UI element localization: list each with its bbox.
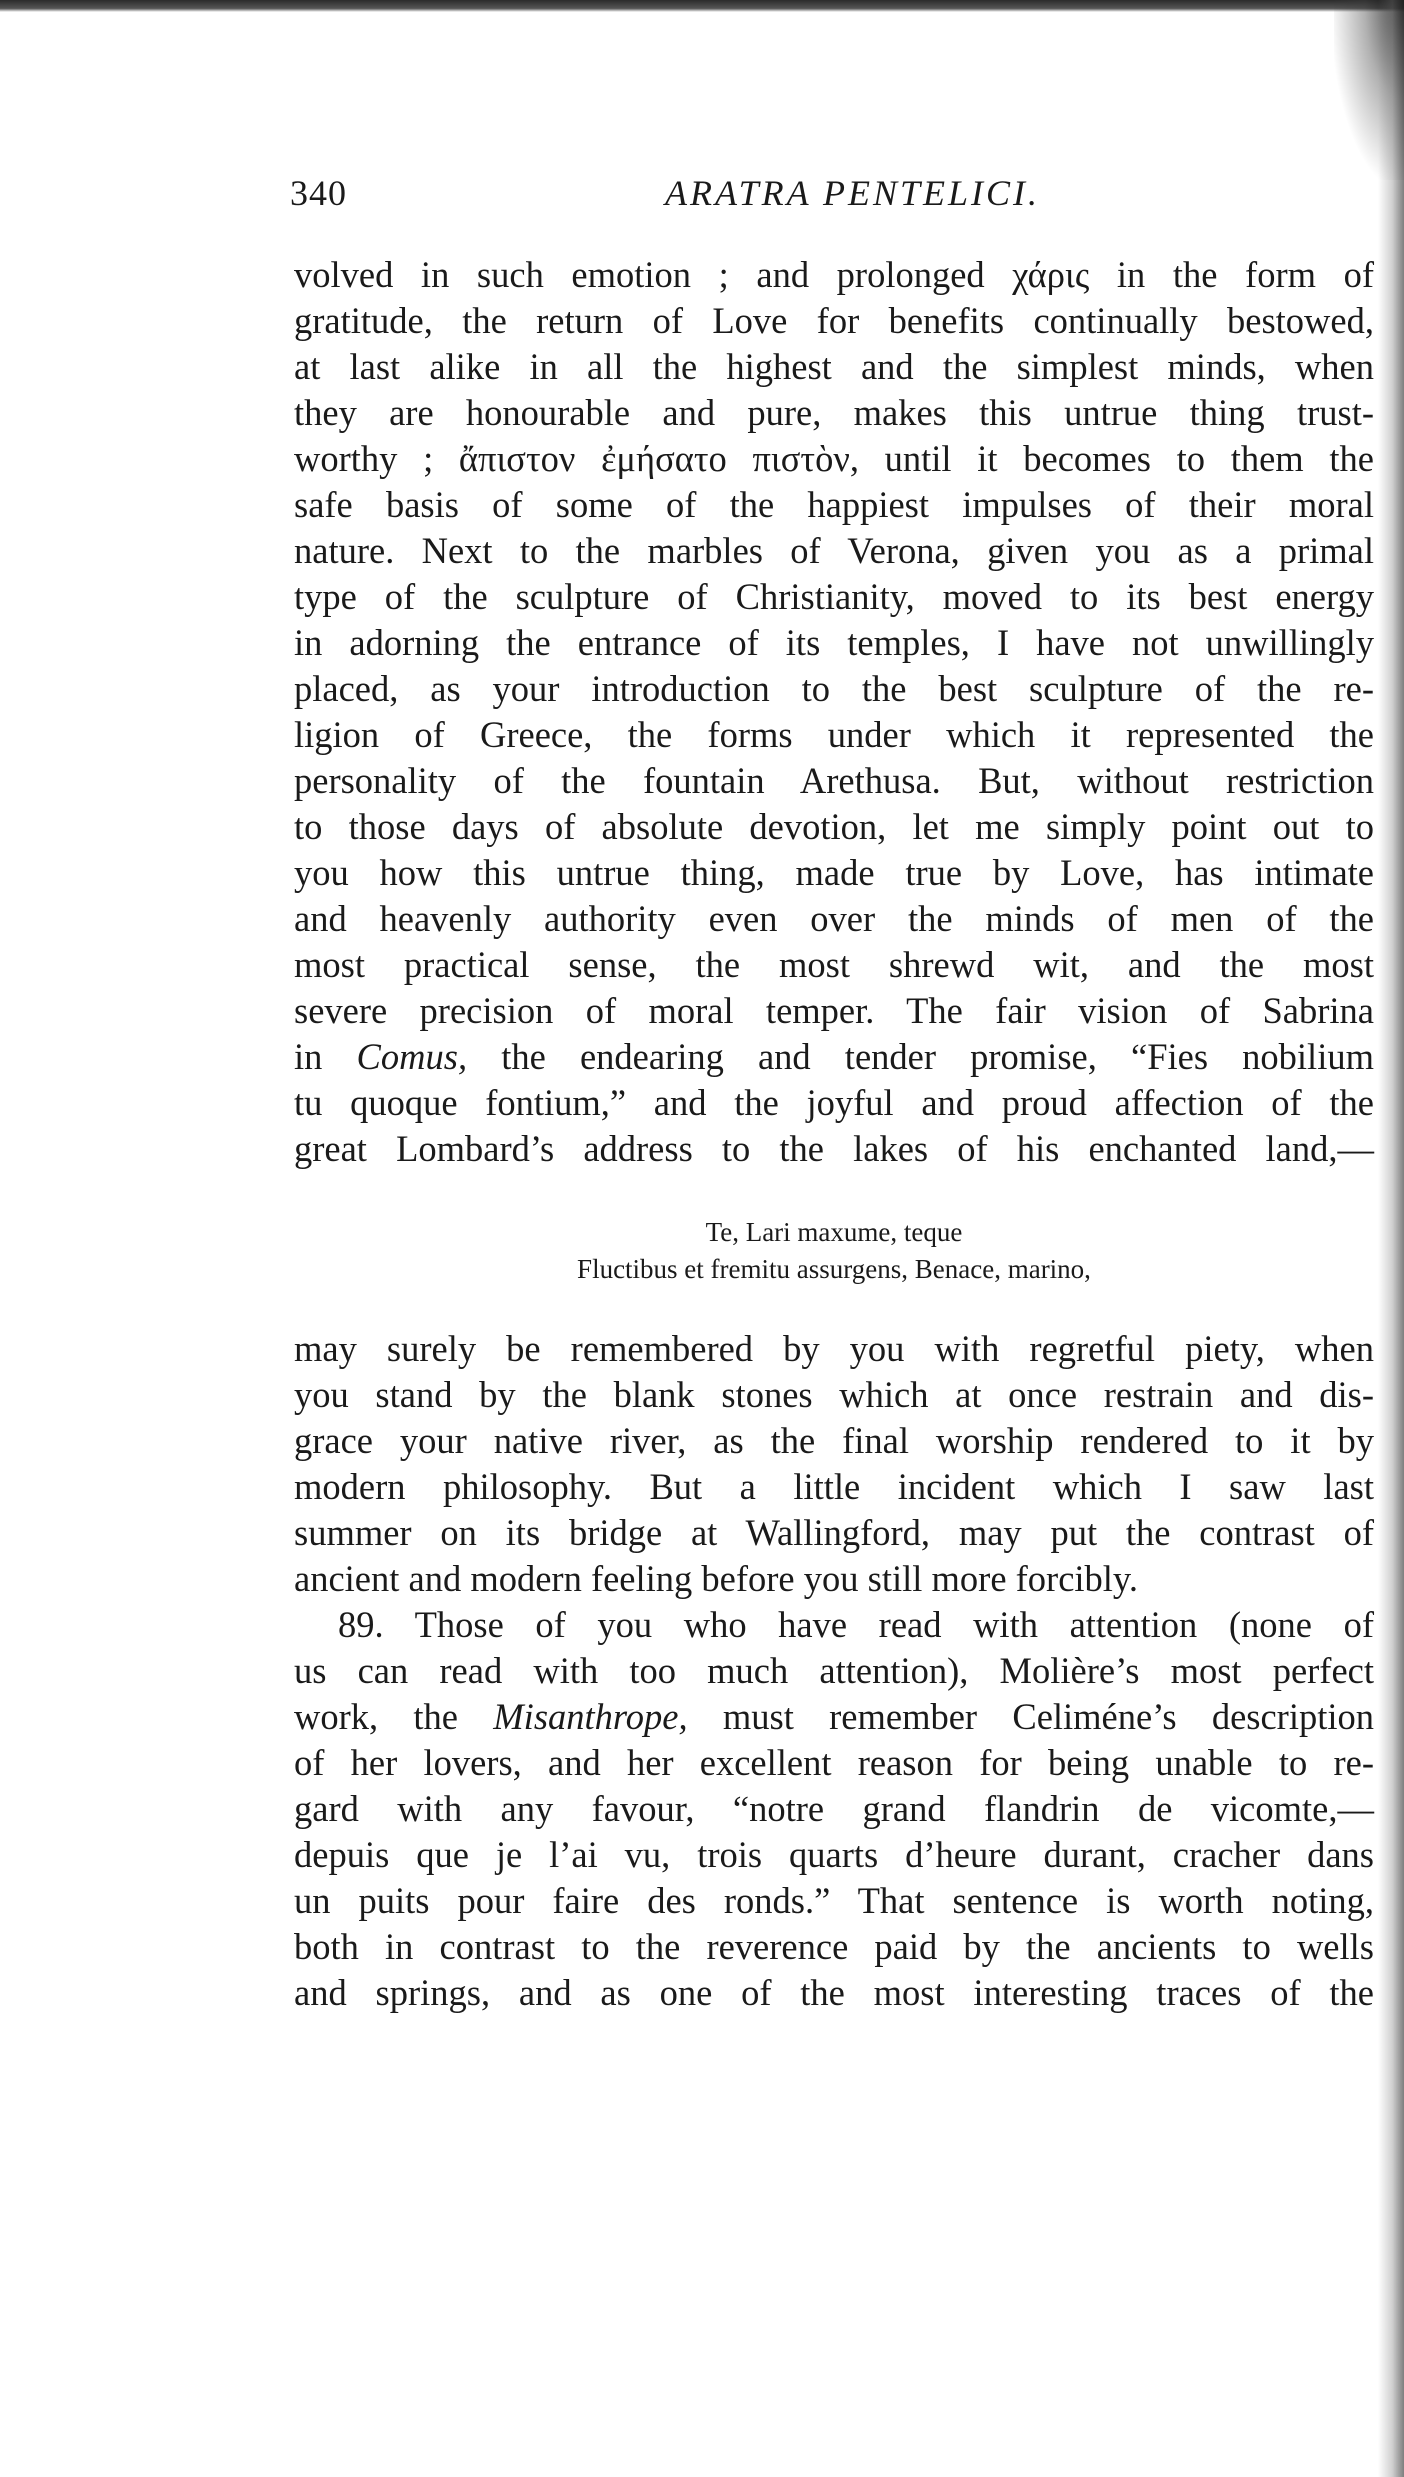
text-line: ligion of Greece, the forms under which it represented the [294, 714, 1374, 755]
page-top-edge [0, 0, 1404, 12]
text-span: work, the [294, 1696, 494, 1737]
page-number: 340 [290, 173, 347, 213]
text-line: worthy ; ἄπιστον ἐμήσατο πιστὸν, until it becomes to them the [294, 438, 1374, 479]
text-line: modern philosophy. But a little incident which I saw last [294, 1466, 1374, 1507]
text-line: us can read with too much attention), Molière’s most perfect [294, 1650, 1374, 1691]
text-line: and springs, and as one of the most interesting traces of the [294, 1972, 1374, 2013]
running-head [290, 172, 1375, 224]
text-span: in [294, 1036, 357, 1077]
text-line: 89. Those of you who have read with attention (none of [338, 1604, 1374, 1645]
text-line: to those days of absolute devotion, let me simply point out to [294, 806, 1374, 847]
text-line: ancient and modern feeling before you still more forcibly. [294, 1558, 1138, 1599]
text-line: gard with any favour, “notre grand flandrin de vicomte,— [294, 1788, 1374, 1829]
text-line: placed, as your introduction to the best sculpture of the re- [294, 668, 1374, 709]
text-line: volved in such emotion ; and prolonged χάρις in the form of [294, 254, 1374, 295]
text-line [294, 1694, 1374, 1740]
text-line: they are honourable and pure, makes this untrue thing trust- [294, 392, 1374, 433]
text-line: of her lovers, and her excellent reason for being unable to re- [294, 1742, 1374, 1783]
scan-edge-shadow [1378, 0, 1404, 2477]
italic-title-comus: Comus, [356, 1036, 468, 1077]
quote-line: Te, Lari maxume, teque [705, 1217, 963, 1247]
text-line: you stand by the blank stones which at once restrain and dis- [294, 1374, 1374, 1415]
text-line: most practical sense, the most shrewd wit, and the most [294, 944, 1374, 985]
quote-line: Fluctibus et fremitu assurgens, Benace, marino, [577, 1254, 1091, 1284]
text-line: great Lombard’s address to the lakes of his enchanted land,— [294, 1128, 1374, 1169]
text-line: gratitude, the return of Love for benefits continually bestowed, [294, 300, 1374, 341]
text-span: must remember Celiméne’s description [687, 1696, 1375, 1737]
text-line: at last alike in all the highest and the simplest minds, when [294, 346, 1374, 387]
text-line: personality of the fountain Arethusa. But, without restriction [294, 760, 1374, 801]
text-line: grace your native river, as the final worship rendered to it by [294, 1420, 1374, 1461]
text-line: summer on its bridge at Wallingford, may put the contrast of [294, 1512, 1374, 1553]
text-line: tu quoque fontium,” and the joyful and proud affection of the [294, 1082, 1374, 1123]
text-line: you how this untrue thing, made true by Love, has intimate [294, 852, 1374, 893]
text-line [294, 1034, 1374, 1080]
running-title: ARATRA PENTELICI. [665, 173, 1040, 213]
text-line: in adorning the entrance of its temples, I have not unwillingly [294, 622, 1374, 663]
text-line: nature. Next to the marbles of Verona, given you as a primal [294, 530, 1374, 571]
text-line: un puits pour faire des ronds.” That sentence is worth noting, [294, 1880, 1374, 1921]
text-line: severe precision of moral temper. The fair vision of Sabrina [294, 990, 1374, 1031]
text-line: may surely be remembered by you with regretful piety, when [294, 1328, 1374, 1369]
text-line: type of the sculpture of Christianity, moved to its best energy [294, 576, 1374, 617]
text-line: and heavenly authority even over the minds of men of the [294, 898, 1374, 939]
text-line: both in contrast to the reverence paid by the ancients to wells [294, 1926, 1374, 1967]
text-line: safe basis of some of the happiest impulses of their moral [294, 484, 1374, 525]
italic-title-misanthrope: Misanthrope, [493, 1696, 688, 1737]
text-span: the endearing and tender promise, “Fies nobilium [467, 1036, 1374, 1077]
text-line: depuis que je l’ai vu, trois quarts d’heure durant, cracher dans [294, 1834, 1374, 1875]
